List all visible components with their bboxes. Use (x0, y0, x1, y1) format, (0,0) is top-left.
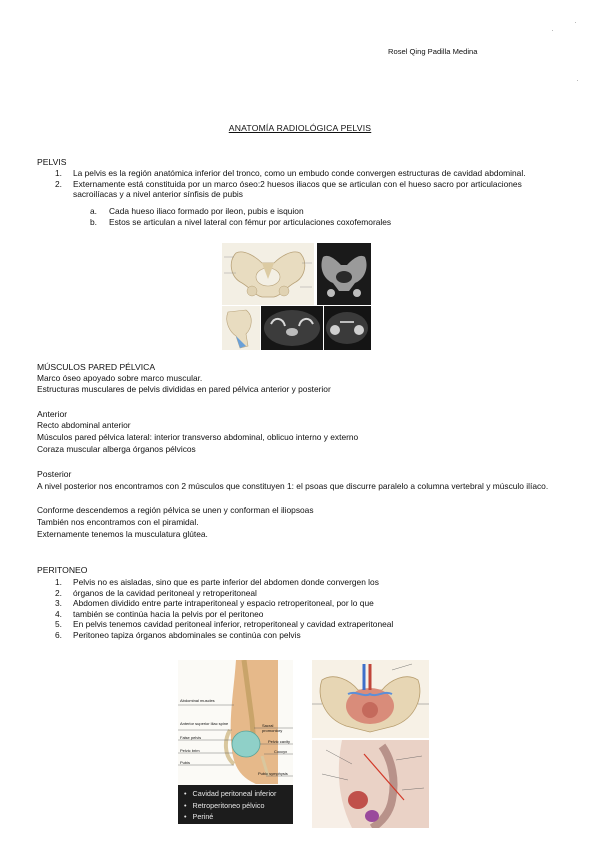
list-letter: a. (90, 206, 97, 216)
list-text: Pelvis no es aisladas, sino que es parte inferior del abdomen donde convergen los (73, 577, 379, 587)
peritoneo-heading: PERITONEO (37, 565, 88, 575)
list-number: 4. (55, 608, 62, 619)
figure-label: Anterior superior iliac spine (180, 721, 229, 726)
list-item (55, 168, 565, 179)
document-title: ANATOMÍA RADIOLÓGICA PELVIS (228, 123, 372, 133)
list-item (55, 630, 555, 641)
list-number: 1. (55, 168, 62, 178)
list-number: 2. (55, 178, 62, 189)
figure-caption (178, 785, 293, 824)
figure-label: Pelvic cavity (268, 739, 291, 744)
figure-label: Coccyx (274, 749, 288, 754)
scan-artifact (577, 80, 578, 81)
pelvis-sublist (90, 206, 490, 227)
list-text: órganos de la cavidad peritoneal y retroperitoneal (73, 587, 257, 598)
figure-label: False pelvis (180, 735, 202, 740)
list-number: 3. (55, 598, 62, 609)
list-number: 1. (55, 577, 62, 587)
list-item (90, 206, 490, 217)
list-text-continued: sacroilíacas y a nivel anterior sínfisis de pubis (73, 189, 243, 200)
pelvis-bone-illustration (222, 243, 314, 305)
list-item (55, 588, 555, 599)
pelvis-list (55, 168, 565, 200)
list-text: Abdomen dividido entre parte intraperitoneal y espacio retroperitoneal, por lo que (73, 598, 374, 609)
figure-label: Pubis (180, 760, 191, 765)
caption-item: • Cavidad peritoneal inferior (184, 788, 293, 800)
list-letter: b. (90, 216, 97, 227)
posterior-heading: Posterior (37, 469, 72, 479)
musculos-heading: MÚSCULOS PARED PÉLVICA (37, 362, 156, 372)
paragraph-line: Coraza muscular alberga órganos pélvicos (37, 444, 196, 454)
list-item (90, 217, 490, 228)
pelvis-ct-image-1 (261, 306, 323, 350)
paragraph-line: Músculos pared pélvica lateral: interior transverso abdominal, oblicuo interno y externo (37, 432, 359, 442)
list-item (55, 577, 555, 588)
list-item (55, 609, 555, 620)
figure-label: Abdominal muscles (180, 698, 215, 703)
pelvis-xray-image (317, 243, 371, 305)
figure-label: Pubic symphysis (258, 771, 288, 776)
paragraph-line: Marco óseo apoyado sobre marco muscular. (37, 373, 203, 383)
pelvis-ct-image-2 (324, 306, 371, 350)
paragraph-line: Conforme descendemos a región pélvica se unen y conforman el iliopsoas (37, 505, 314, 515)
list-text: también se continúa hacia la pelvis por el peritoneo (73, 608, 264, 619)
list-item (55, 598, 555, 609)
list-text: En pelvis tenemos cavidad peritoneal inferior, retroperitoneal y cavidad extraperitoneal (73, 619, 394, 630)
list-text: Estos se articulan a nivel lateral con fémur por articulaciones coxofemorales (109, 216, 392, 227)
figure-label: Pelvic brim (180, 748, 200, 753)
list-item (55, 179, 565, 200)
pelvic-organs-illustration (312, 660, 429, 738)
sagittal-pelvic-organs-illustration (312, 740, 429, 828)
caption-item: • Periné (184, 811, 293, 823)
posterior-paragraph: A nivel posterior nos encontramos con 2 músculos que constituyen 1: el psoas que discurre paralelo a columna vertebral y músculo ilíaco. (37, 481, 549, 491)
paragraph-line: También nos encontramos con el piramidal. (37, 517, 199, 527)
list-text: La pelvis es la región anatómica inferior del tronco, como un embudo conde convergen estructuras de cavidad abdominal. (73, 168, 526, 178)
anterior-heading: Anterior (37, 409, 68, 419)
paragraph-line: Recto abdominal anterior (37, 420, 131, 430)
hip-bone-illustration (222, 306, 260, 350)
scan-artifact (552, 30, 553, 31)
pelvis-heading: PELVIS (37, 157, 67, 167)
list-text: Externamente está constituida por un marco óseo:2 huesos iliacos que se articulan con el hueso sacro por articulaciones (73, 178, 522, 189)
list-number: 2. (55, 587, 62, 598)
peritoneo-list (55, 577, 555, 641)
list-text: Peritoneo tapiza órganos abdominales se continúa con pelvis (73, 629, 301, 640)
caption-item: • Retroperitoneo pélvico (184, 800, 293, 812)
list-number: 6. (55, 629, 62, 640)
sagittal-pelvis-illustration (178, 660, 293, 785)
paragraph-line: Estructuras musculares de pelvis divididas en pared pélvica anterior y posterior (37, 384, 331, 394)
list-number: 5. (55, 619, 62, 630)
author-name: Rosel Qing Padilla Medina (388, 47, 478, 56)
scan-artifact (575, 22, 576, 23)
list-item (55, 619, 555, 630)
figure-label: Sacral promontory (262, 723, 283, 733)
list-text: Cada hueso iliaco formado por ileon, pubis e isquion (109, 206, 304, 216)
paragraph-line: Externamente tenemos la musculatura glútea. (37, 529, 208, 539)
